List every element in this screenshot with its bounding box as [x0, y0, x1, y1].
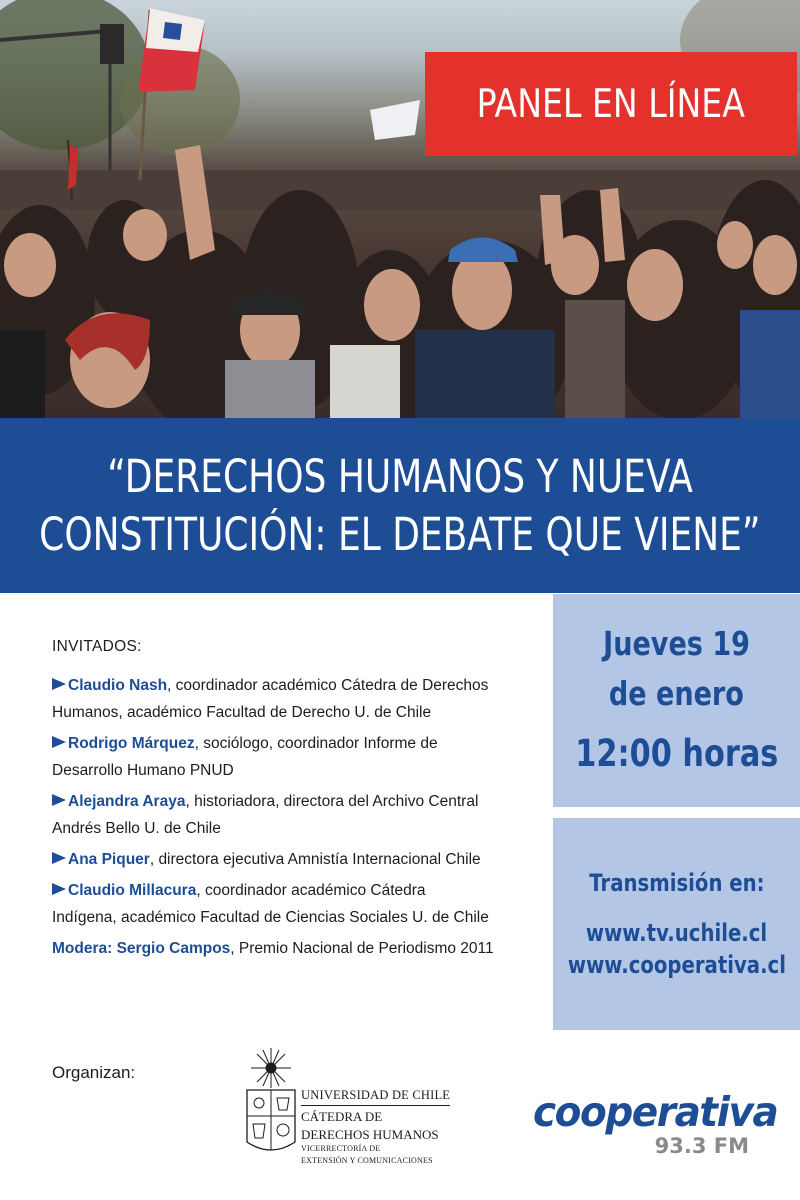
uchile-vice-line-2: EXTENSIÓN Y COMUNICACIONES — [301, 1156, 433, 1165]
uchile-text — [301, 1088, 450, 1166]
guest-description: , coordinador académico Cátedra de Derechos — [167, 677, 489, 694]
event-time: 12:00 horas — [574, 731, 779, 775]
cooperativa-logo — [533, 1088, 778, 1168]
date-box — [553, 594, 800, 807]
triangle-bullet-icon — [52, 736, 66, 748]
triangle-bullet-icon — [52, 883, 66, 895]
uchile-logo — [243, 1046, 483, 1165]
organizers-label: Organizan: — [52, 1063, 136, 1082]
stream-url-uchile[interactable]: www.tv.uchile.cl — [585, 919, 768, 947]
panel-badge — [425, 52, 797, 156]
uchile-vice-line-1: VICERRECTORÍA DE — [301, 1144, 381, 1153]
guest-name: Claudio Nash — [68, 677, 168, 694]
moderator-description: , Premio Nacional de Periodismo 2011 — [230, 940, 494, 957]
guest-description: , coordinador académico Cátedra — [196, 882, 426, 899]
guest-description: , directora ejecutiva Amnistía Internacional Chile — [149, 851, 481, 868]
uchile-chair-line-2: DERECHOS HUMANOS — [301, 1127, 439, 1142]
guest-item — [52, 788, 547, 842]
triangle-bullet-icon — [52, 794, 66, 806]
guests-heading: INVITADOS: — [52, 638, 142, 655]
triangle-bullet-icon — [52, 678, 66, 690]
event-title-line-2: CONSTITUCIÓN: EL DEBATE QUE VIENE” — [39, 507, 761, 561]
crowd-photo — [0, 0, 800, 418]
moderator-name: Modera: Sergio Campos — [52, 940, 231, 957]
panel-badge-label: PANEL EN LÍNEA — [476, 81, 746, 127]
event-day: Jueves 19 — [603, 623, 750, 663]
guest-description-cont: Andrés Bello U. de Chile — [52, 820, 221, 837]
guest-description-cont: Indígena, académico Facultad de Ciencias Sociales U. de Chile — [52, 909, 489, 926]
guest-name: Rodrigo Márquez — [68, 735, 195, 752]
stream-url-cooperativa[interactable]: www.cooperativa.cl — [567, 951, 786, 979]
guest-name: Claudio Millacura — [68, 882, 197, 899]
cooperativa-frequency: 93.3 FM — [654, 1134, 749, 1158]
guest-name: Alejandra Araya — [68, 793, 186, 810]
guest-description: , historiadora, directora del Archivo Central — [185, 793, 479, 810]
guest-item — [52, 877, 547, 931]
guest-name: Ana Piquer — [68, 851, 150, 868]
event-title-line-1: “DERECHOS HUMANOS Y NUEVA — [107, 449, 693, 503]
guest-description-cont: Humanos, académico Facultad de Derecho U. de Chile — [52, 704, 432, 721]
guest-item — [52, 672, 547, 726]
uchile-seal-icon — [243, 1046, 299, 1162]
guest-item — [52, 846, 547, 873]
triangle-bullet-icon — [52, 852, 66, 864]
guest-item — [52, 730, 547, 784]
event-title — [0, 418, 800, 593]
guest-description: , sociólogo, coordinador Informe de — [194, 735, 438, 752]
stream-box — [553, 818, 800, 1030]
guest-description-cont: Desarrollo Humano PNUD — [52, 762, 234, 779]
uchile-university-name: UNIVERSIDAD DE CHILE — [301, 1088, 450, 1106]
stream-heading: Transmisión en: — [588, 869, 765, 897]
moderator-item — [52, 935, 547, 962]
event-month: de enero — [608, 673, 745, 713]
guest-list — [52, 638, 547, 966]
cooperativa-name: cooperativa — [533, 1088, 778, 1136]
uchile-chair-line-1: CÁTEDRA DE — [301, 1109, 383, 1124]
